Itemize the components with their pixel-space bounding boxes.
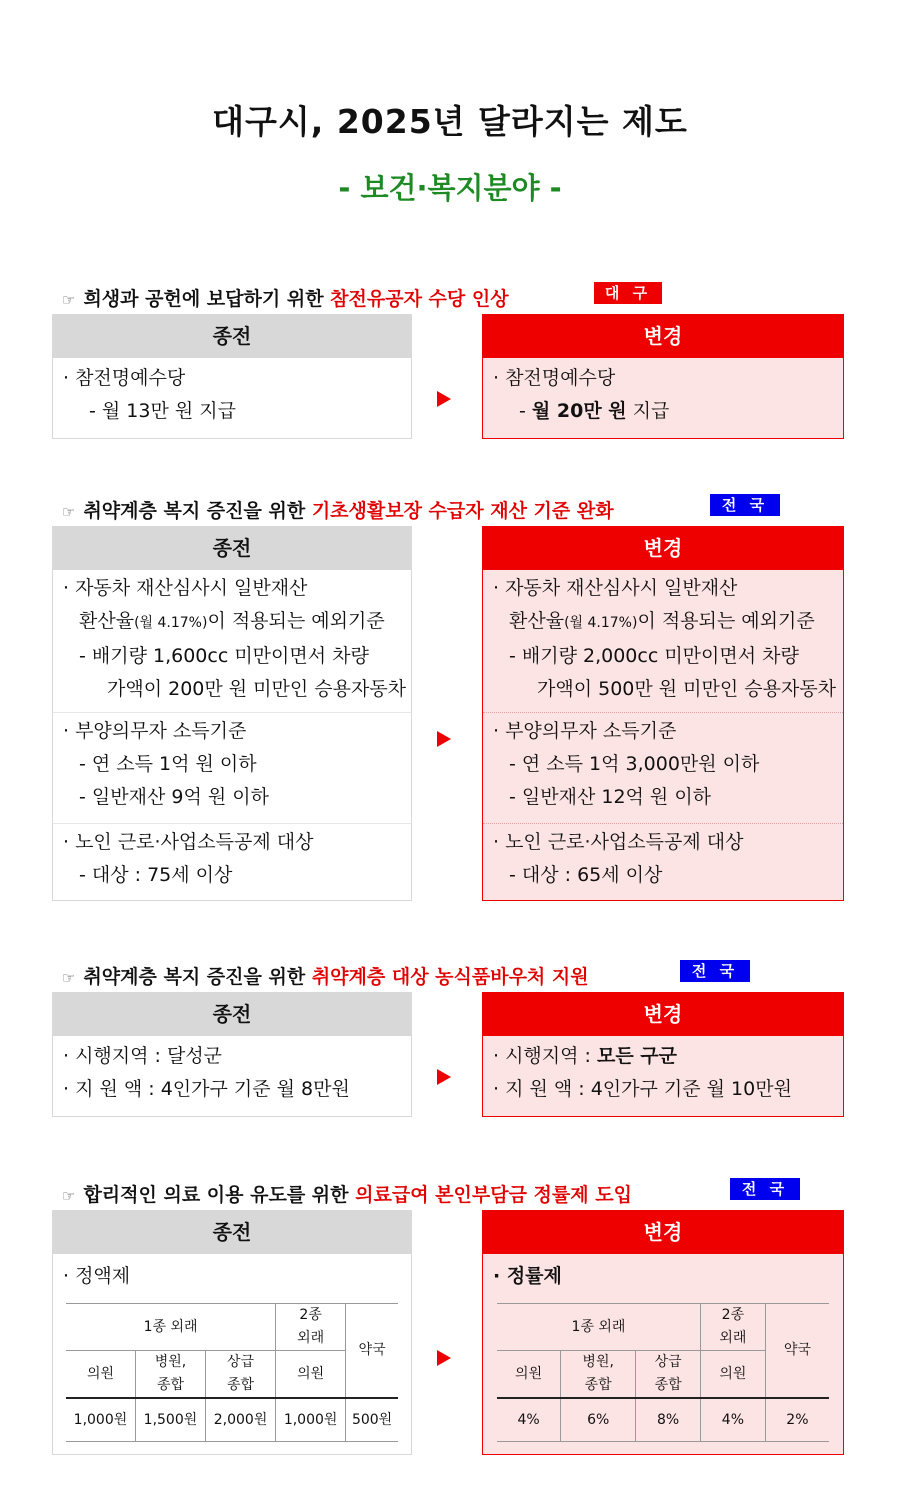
arrow-right-icon: [437, 1069, 451, 1085]
heading-text: 취약계층 복지 증진을 위한: [83, 966, 312, 988]
section-heading: [52, 1180, 844, 1210]
bullet-line: · 정률제: [493, 1265, 562, 1287]
arrow-right-icon: [437, 1350, 451, 1366]
heading-highlight: 의료급여 본인부담금 정률제 도입: [355, 1184, 632, 1206]
before-header: 종전: [52, 1210, 412, 1254]
table-header: 의원: [66, 1351, 135, 1399]
region-badge: 전 국: [680, 960, 750, 982]
table-cell: 500원: [346, 1398, 398, 1442]
sub-line: 가액이 200만 원 미만인 승용자동차: [107, 678, 407, 700]
after-header: 변경: [482, 992, 844, 1036]
heading-highlight: 참전유공자 수당 인상: [330, 288, 509, 310]
section-heading: [52, 496, 844, 526]
pointing-hand-icon: ☞: [62, 969, 76, 987]
sub-line: 환산율(월 4.17%)이 적용되는 예외기준: [79, 610, 385, 632]
table-header: 병원, 종합: [561, 1351, 636, 1399]
sub-line: - 일반재산 9억 원 이하: [79, 786, 269, 808]
table-cell: 8%: [636, 1398, 701, 1442]
bullet-line: · 부양의무자 소득기준: [493, 720, 677, 742]
sub-line: - 대상 : 75세 이상: [79, 864, 233, 886]
after-header: 변경: [482, 314, 844, 358]
heading-text: 취약계층 복지 증진을 위한: [83, 500, 312, 522]
before-column: [52, 992, 412, 1117]
heading-highlight: 취약계층 대상 농식품바우처 지원: [311, 966, 589, 988]
before-header: 종전: [52, 314, 412, 358]
sub-line: 환산율(월 4.17%)이 적용되는 예외기준: [509, 610, 815, 632]
table-cell: 1,000원: [66, 1398, 135, 1442]
table-cell: 1,500원: [135, 1398, 205, 1442]
before-column: [52, 526, 412, 901]
page-subtitle: - 보건·복지분야 -: [338, 171, 562, 205]
before-header: 종전: [52, 992, 412, 1036]
section-heading: [52, 962, 844, 992]
section-heading: [52, 284, 844, 314]
region-badge: 대 구: [594, 282, 662, 304]
table-header: 약국: [765, 1304, 829, 1399]
before-header: 종전: [52, 526, 412, 570]
table-cell: 4%: [497, 1398, 561, 1442]
sub-line: - 월 20만 원 지급: [519, 400, 670, 422]
bullet-line: · 자동차 재산심사시 일반재산: [63, 577, 308, 599]
bullet-line: · 부양의무자 소득기준: [63, 720, 247, 742]
table-cell: 6%: [561, 1398, 636, 1442]
table-header: 1종 외래: [66, 1304, 276, 1351]
bullet-line: · 노인 근로·사업소득공제 대상: [63, 831, 314, 853]
sub-line: - 일반재산 12억 원 이하: [509, 786, 712, 808]
after-header: 변경: [482, 1210, 844, 1254]
pointing-hand-icon: ☞: [62, 291, 76, 309]
sub-line: - 연 소득 1억 원 이하: [79, 753, 257, 775]
bullet-line: · 시행지역 : 달성군: [63, 1045, 223, 1067]
after-column: [482, 314, 844, 439]
after-header: 변경: [482, 526, 844, 570]
region-badge: 전 국: [730, 1178, 800, 1200]
table-header: 2종 외래: [276, 1304, 346, 1351]
after-column: [482, 992, 844, 1117]
table-cell: 2,000원: [206, 1398, 276, 1442]
section-veterans-allowance: [52, 284, 844, 438]
before-column: [52, 1210, 412, 1455]
sub-line: - 배기량 2,000cc 미만이면서 차량: [509, 645, 799, 667]
page-title: 대구시, 2025년 달라지는 제도: [212, 102, 688, 141]
copay-table: [497, 1303, 829, 1442]
table-header: 2종 외래: [701, 1304, 766, 1351]
sub-line: - 월 13만 원 지급: [89, 400, 236, 422]
table-cell: 2%: [765, 1398, 829, 1442]
table-header: 1종 외래: [497, 1304, 701, 1351]
table-header: 의원: [701, 1351, 766, 1399]
pointing-hand-icon: ☞: [62, 503, 76, 521]
region-badge: 전 국: [710, 494, 780, 516]
table-header: 의원: [276, 1351, 346, 1399]
arrow-right-icon: [437, 391, 451, 407]
copay-table: [66, 1303, 398, 1442]
table-header: 상급 종합: [636, 1351, 701, 1399]
bullet-line: · 지 원 액 : 4인가구 기준 월 8만원: [63, 1078, 350, 1100]
table-header: 약국: [346, 1304, 398, 1399]
table-header: 상급 종합: [206, 1351, 276, 1399]
after-column: [482, 526, 844, 901]
after-column: [482, 1210, 844, 1455]
sub-line: 가액이 500만 원 미만인 승용자동차: [537, 678, 837, 700]
bullet-line: · 자동차 재산심사시 일반재산: [493, 577, 738, 599]
arrow-right-icon: [437, 731, 451, 747]
section-food-voucher: [52, 962, 844, 1116]
bullet-line: · 시행지역 : 모든 구군: [493, 1045, 678, 1067]
bullet-line: · 지 원 액 : 4인가구 기준 월 10만원: [493, 1078, 792, 1100]
bullet-line: · 노인 근로·사업소득공제 대상: [493, 831, 744, 853]
table-header: 병원, 종합: [135, 1351, 205, 1399]
pointing-hand-icon: ☞: [62, 1187, 76, 1205]
before-column: [52, 314, 412, 439]
sub-line: - 대상 : 65세 이상: [509, 864, 663, 886]
section-basic-livelihood: [52, 496, 844, 904]
section-medical-copay: [52, 1180, 844, 1460]
table-header: 의원: [497, 1351, 561, 1399]
bullet-line: · 참전명예수당: [493, 367, 616, 389]
bullet-line: · 정액제: [63, 1265, 131, 1287]
bullet-line: · 참전명예수당: [63, 367, 186, 389]
heading-text: 희생과 공헌에 보답하기 위한: [83, 288, 331, 310]
table-cell: 4%: [701, 1398, 766, 1442]
sub-line: - 배기량 1,600cc 미만이면서 차량: [79, 645, 369, 667]
table-cell: 1,000원: [276, 1398, 346, 1442]
sub-line: - 연 소득 1억 3,000만원 이하: [509, 753, 760, 775]
heading-highlight: 기초생활보장 수급자 재산 기준 완화: [311, 500, 614, 522]
heading-text: 합리적인 의료 이용 유도를 위한: [83, 1184, 356, 1206]
